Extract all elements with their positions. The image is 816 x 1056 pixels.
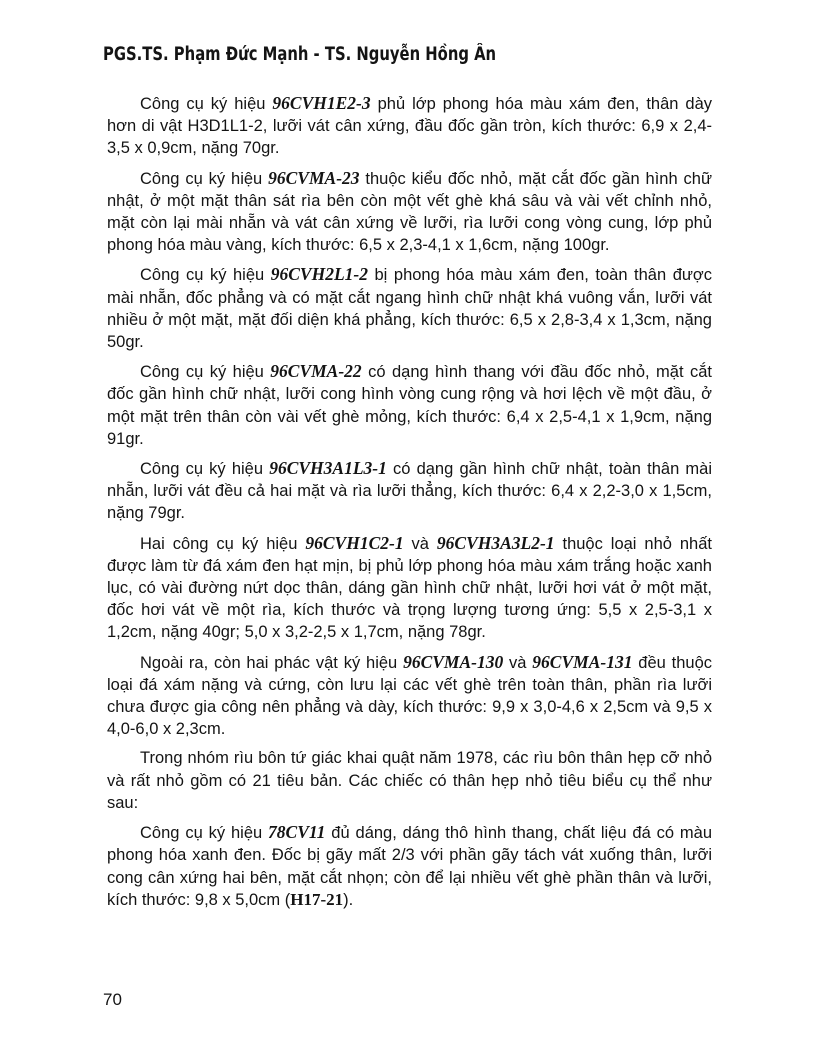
text: Công cụ ký hiệu — [140, 460, 270, 479]
text: phủ lớp phong hóa màu xám đen, thân dày hơn di vật H3D1L1-2, lưỡi vát cân xứng, đầu đốc gần tròn, kích thước: 6,9 x 2,4-3,5 x 0,9cm, nặng 70gr. — [107, 95, 712, 158]
paragraph — [107, 457, 712, 525]
text: có dạng gần hình chữ nhật, toàn thân mài nhẵn, lưỡi vát đều cả hai mặt và rìa lưỡi thẳng, kích thước: 6,4 x 2,2-3,0 x 1,5cm, nặng 79gr. — [107, 460, 712, 523]
artifact-code: 96CVMA-22 — [270, 361, 362, 382]
text: Công cụ ký hiệu — [140, 95, 273, 113]
text: bị phong hóa màu xám đen, toàn thân được mài nhẵn, đốc phẳng và có mặt cắt ngang hình chữ nhật khá vuông vắn, lưỡi vát nhiều ở một mặt, mặt đối diện khá phẳng, kích thước: 6,5 x 2,8-3,4 x 1,3cm, nặng 50gr. — [107, 266, 712, 352]
text: thuộc loại nhỏ nhất được làm từ đá xám đen hạt mịn, bị phủ lớp phong hóa màu xám trắng hoặc xanh lục, có vài đường nứt dọc thân, dáng gần hình chữ nhật, lưỡi hơi vát ở một mặt, đốc hơi vát về một rìa, kích thước và trọng lượng tương ứng: 5,5 x 2,5-3,1 x 1,2cm, nặng 40gr; 5,0 x 3,2-2,5 x 1,7cm, nặng 78gr. — [107, 534, 712, 642]
text: và — [503, 653, 533, 672]
artifact-code: 96CVH1E2-3 — [272, 93, 371, 113]
paragraph — [107, 360, 712, 450]
paragraph — [107, 821, 712, 911]
text: thuộc kiểu đốc nhỏ, mặt cắt đốc gần hình chữ nhật, ở một mặt thân sát rìa bên còn một vết ghè khá sâu và vài vết chỉnh nhỏ, mặt còn lại mài nhẵn và vát cân xứng về lưỡi, rìa lưỡi cong vòng cung, lớp phủ phong hóa màu vàng, kích thước: 6,5 x 2,3-4,1 x 1,6cm, nặng 100gr. — [107, 169, 712, 255]
paragraph — [107, 92, 712, 160]
artifact-code: 96CVMA-130 — [403, 651, 504, 672]
figure-reference: H17-21 — [290, 889, 344, 909]
text: có dạng hình thang với đầu đốc nhỏ, mặt cắt đốc gần hình chữ nhật, lưỡi cong hình vòng cung rộng và hơi lệch về một đầu, ở một mặt trên thân còn vài vết ghè mỏng, kích thước: 6,4 x 2,5-4,1 x 1,9cm, nặng 91gr. — [107, 363, 712, 448]
artifact-code: 96CVMA-23 — [268, 167, 360, 188]
paragraph — [107, 532, 712, 644]
body-text — [107, 92, 712, 918]
artifact-code: 78CV11 — [268, 822, 326, 843]
running-header: PGS.TS. Phạm Đức Mạnh - TS. Nguyễn Hồng Ân — [103, 44, 497, 65]
paragraph — [107, 651, 712, 741]
page-number: 70 — [103, 990, 122, 1009]
text: Ngoài ra, còn hai phác vật ký hiệu — [140, 653, 404, 672]
paragraph — [107, 747, 712, 814]
paragraph — [107, 167, 712, 257]
paragraph — [107, 263, 712, 353]
text: ). — [343, 890, 354, 909]
text: Công cụ ký hiệu — [140, 824, 269, 843]
artifact-code: 96CVH1C2-1 — [305, 532, 404, 553]
artifact-code: 96CVMA-131 — [532, 651, 633, 672]
text: và — [403, 534, 437, 553]
text: đều thuộc loại đá xám nặng và cứng, còn lưu lại các vết ghè trên toàn thân, phần rìa lưỡi chưa được gia công nên phẳng và dày, kích thước: 9,9 x 3,0-4,6 x 2,5cm và 9,5 x 4,0-6,0 x 2,3cm. — [107, 653, 712, 739]
artifact-code: 96CVH2L1-2 — [270, 264, 368, 285]
text: Hai công cụ ký hiệu — [140, 534, 306, 553]
text: Trong nhóm rìu bôn tứ giác khai quật năm 1978, các rìu bôn thân hẹp cỡ nhỏ và rất nhỏ gồm có 21 tiêu bản. Các chiếc có thân hẹp nhỏ tiêu biểu cụ thể như sau: — [107, 749, 712, 812]
text: Công cụ ký hiệu — [140, 363, 271, 382]
text: đủ dáng, dáng thô hình thang, chất liệu đá có màu phong hóa xanh đen. Đốc bị gãy mất 2/3 với phần gãy tách vát xuống thân, lưỡi cong cân xứng hai bên, mặt cắt nhọn; còn để lại nhiều vết ghè phần thân và lưỡi, kích thước: 9,8 x 5,0cm ( — [107, 824, 713, 909]
artifact-code: 96CVH3A3L2-1 — [436, 532, 555, 553]
text: Công cụ ký hiệu — [140, 266, 271, 285]
artifact-code: 96CVH3A1L3-1 — [269, 458, 387, 479]
text: Công cụ ký hiệu — [140, 169, 269, 188]
